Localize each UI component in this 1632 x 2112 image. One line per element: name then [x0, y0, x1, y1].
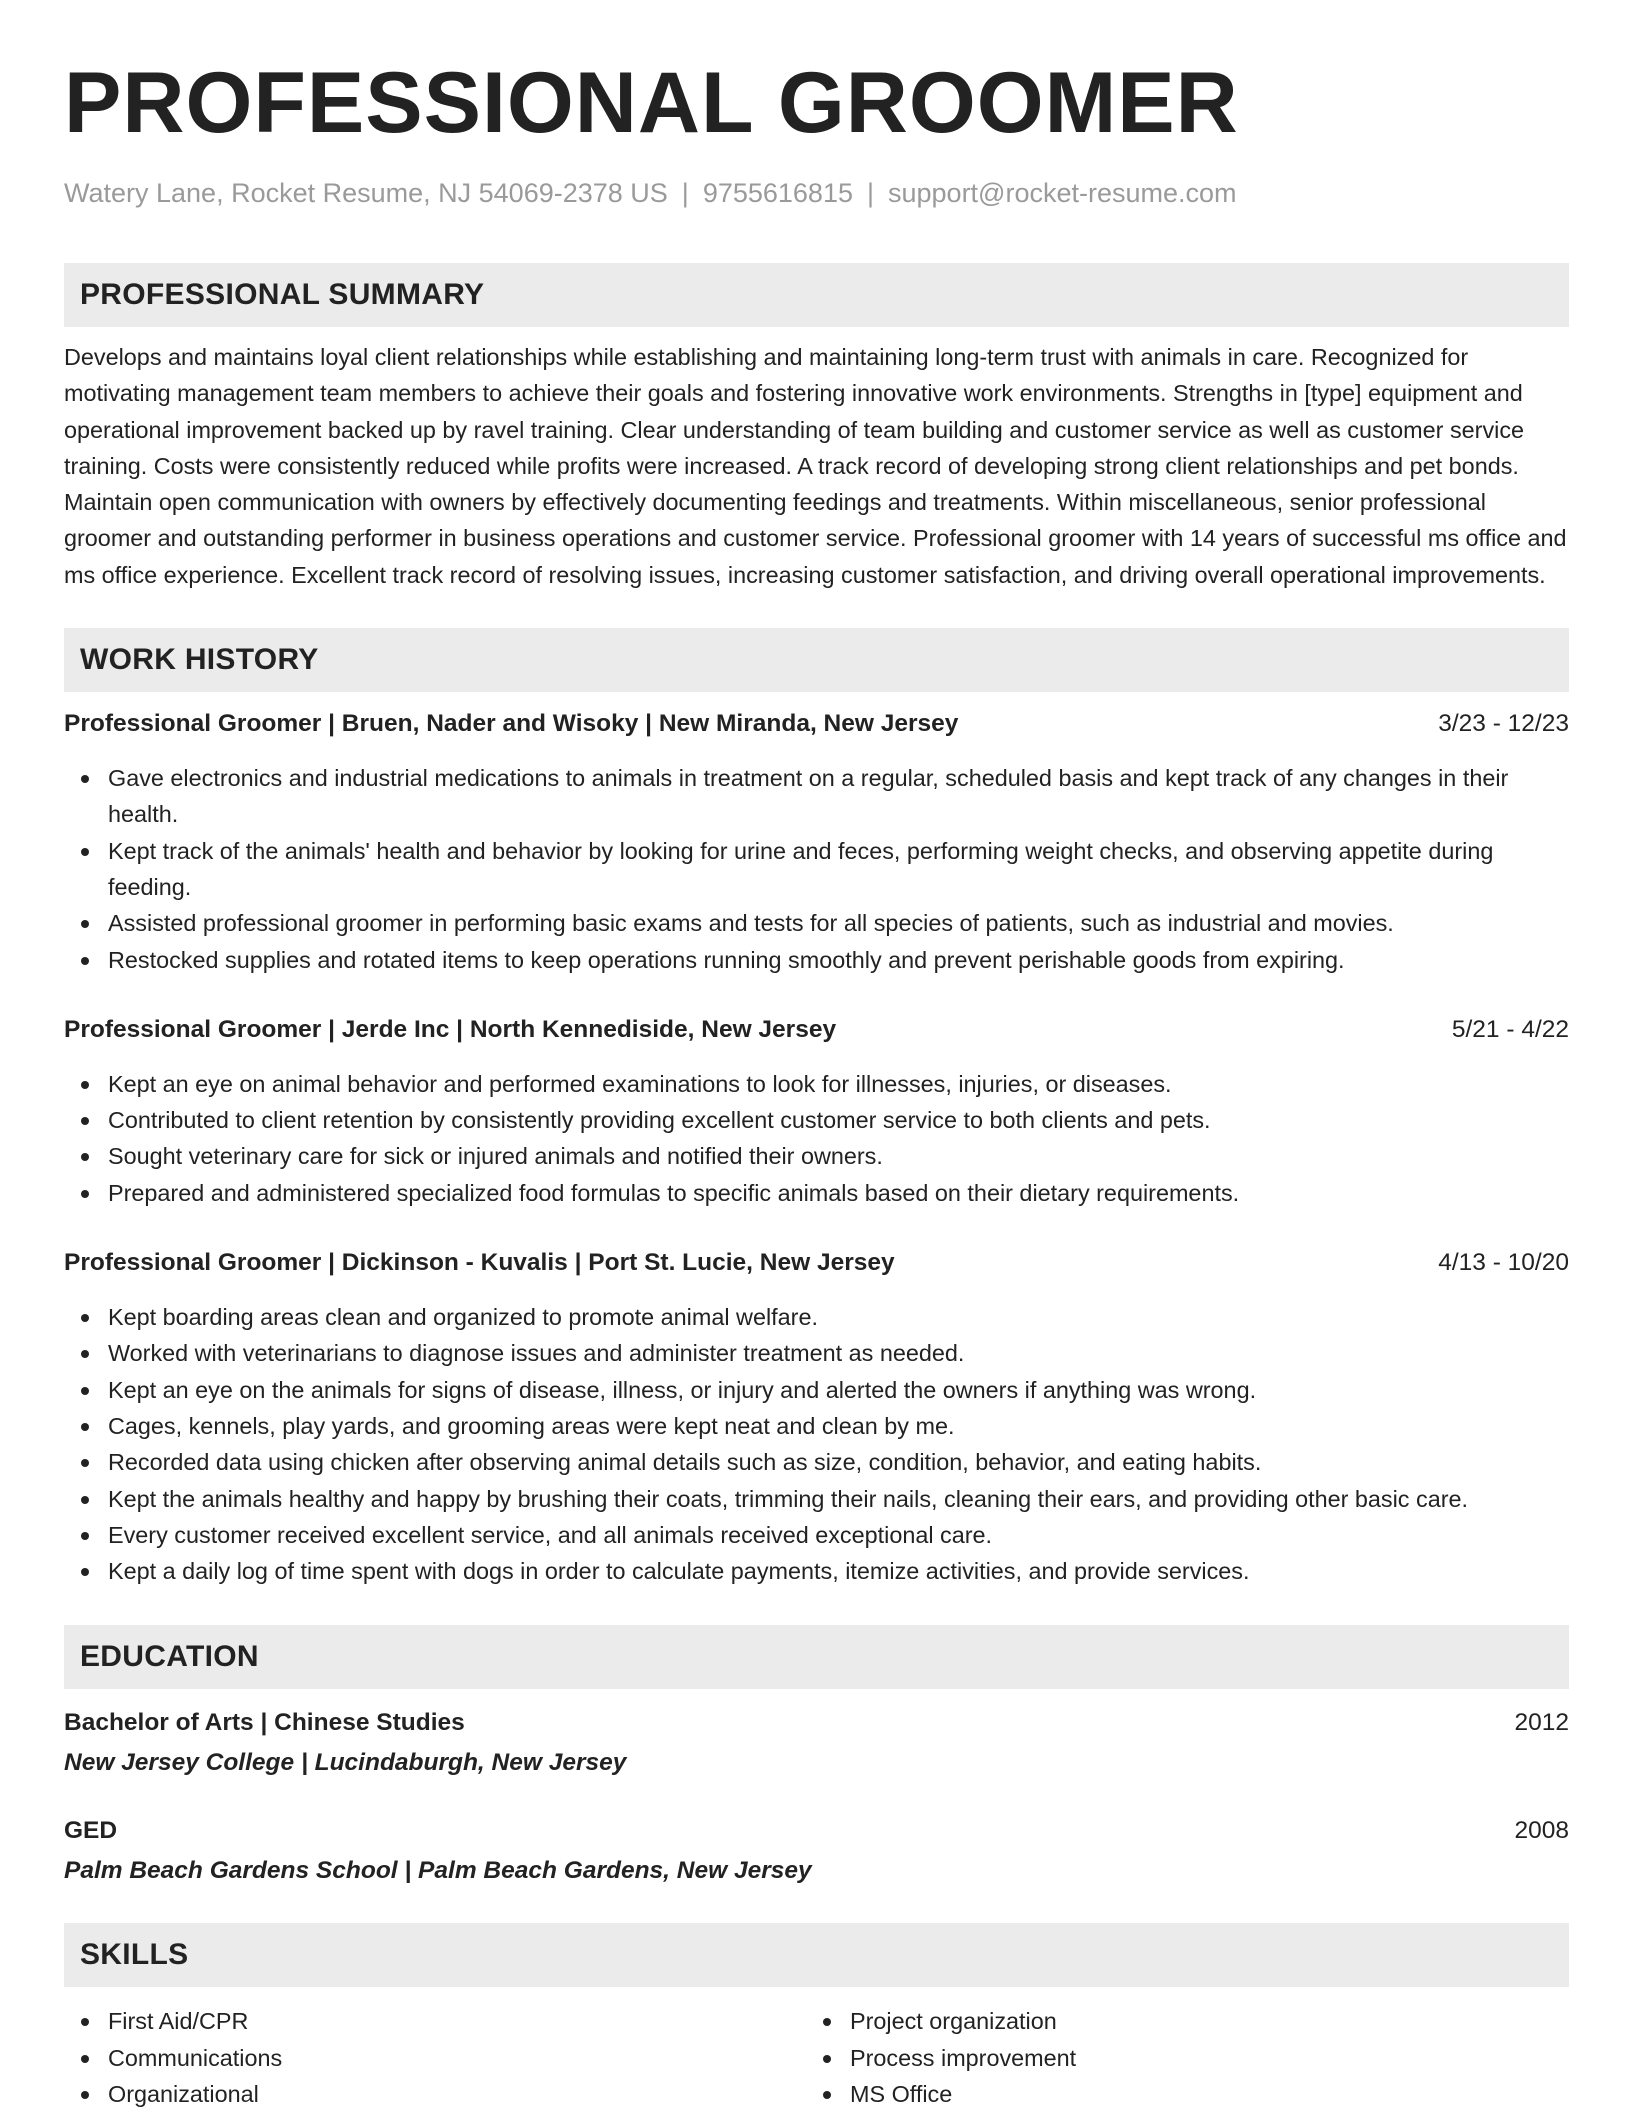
contact-email: support@rocket-resume.com: [888, 178, 1237, 208]
job-duties-list: [64, 1299, 1569, 1589]
skill-item: First Aid/CPR: [64, 2003, 806, 2039]
contact-line: [64, 176, 1569, 210]
job-duty: Cages, kennels, play yards, and grooming areas were kept neat and clean by me.: [64, 1408, 1569, 1444]
skills-list-left: [64, 2003, 806, 2112]
job-header: [64, 1247, 1569, 1279]
education-year: 2012: [1514, 1709, 1569, 1737]
job-title: Professional Groomer | Bruen, Nader and Wisoky | New Miranda, New Jersey: [64, 710, 959, 738]
job-entry: [64, 1247, 1569, 1589]
education-entry: [64, 1707, 1569, 1779]
resume-name: PROFESSIONAL GROOMER: [64, 55, 1239, 151]
job-dates: 4/13 - 10/20: [1438, 1249, 1569, 1277]
section-heading-skills: SKILLS: [64, 1923, 1569, 1987]
contact-separator: |: [681, 178, 689, 208]
job-entry: [64, 1014, 1569, 1211]
contact-address: Watery Lane, Rocket Resume, NJ 54069-2378 US: [64, 178, 668, 208]
education-degree: GED: [64, 1817, 118, 1845]
skill-item: Communications: [64, 2040, 806, 2076]
job-entry: [64, 708, 1569, 978]
job-duty: Assisted professional groomer in performing basic exams and tests for all species of patients, such as industrial and movies.: [64, 905, 1569, 941]
contact-phone: 9755616815: [702, 178, 853, 208]
education-year: 2008: [1514, 1817, 1569, 1845]
job-header: [64, 708, 1569, 740]
job-dates: 3/23 - 12/23: [1438, 710, 1569, 738]
education-school: New Jersey College | Lucindaburgh, New Jersey: [64, 1749, 627, 1777]
contact-separator: |: [866, 178, 874, 208]
job-duty: Kept a daily log of time spent with dogs in order to calculate payments, itemize activities, and provide services.: [64, 1553, 1569, 1589]
job-title: Professional Groomer | Jerde Inc | North Kennediside, New Jersey: [64, 1015, 837, 1043]
education-school: Palm Beach Gardens School | Palm Beach Gardens, New Jersey: [64, 1857, 812, 1885]
skill-item: Project organization: [806, 2003, 1548, 2039]
skills-list-right: [806, 2003, 1548, 2112]
skill-item: Organizational: [64, 2076, 806, 2112]
job-header: [64, 1014, 1569, 1046]
job-title: Professional Groomer | Dickinson - Kuvalis | Port St. Lucie, New Jersey: [64, 1249, 895, 1277]
job-duty: Kept the animals healthy and happy by brushing their coats, trimming their nails, cleaning their ears, and providing other basic care.: [64, 1481, 1569, 1517]
education-degree: Bachelor of Arts | Chinese Studies: [64, 1709, 465, 1737]
job-duties-list: [64, 760, 1569, 978]
job-duty: Kept boarding areas clean and organized to promote animal welfare.: [64, 1299, 1569, 1335]
job-duty: Restocked supplies and rotated items to keep operations running smoothly and prevent perishable goods from expiring.: [64, 942, 1569, 978]
skills-columns: [64, 2003, 1569, 2112]
job-duty: Kept track of the animals' health and behavior by looking for urine and feces, performing weight checks, and observing appetite during feeding.: [64, 833, 1569, 906]
skill-item: MS Office: [806, 2076, 1548, 2112]
job-dates: 5/21 - 4/22: [1451, 1015, 1569, 1043]
summary-text: Develops and maintains loyal client relationships while establishing and maintaining long-term trust with animals in care. Recognized for motivating management team members to achieve their goals and fostering innovative work environments. Strengths in [type] equipment and operational improvement backed up by ravel training. Clear understanding of team building and customer service as well as customer service training. Costs were consistently reduced while profits were increased. A track record of developing strong client relationships and pet bonds. Maintain open communication with owners by effectively documenting feedings and treatments. Within miscellaneous, senior professional groomer and outstanding performer in business operations and customer service. Professional groomer with 14 years of successful ms office and ms office experience. Excellent track record of resolving issues, increasing customer satisfaction, and driving overall operational improvements.: [64, 344, 1567, 588]
job-duty: Kept an eye on animal behavior and performed examinations to look for illnesses, injuries, or diseases.: [64, 1066, 1569, 1102]
job-duties-list: [64, 1066, 1569, 1211]
job-duty: Prepared and administered specialized food formulas to specific animals based on their dietary requirements.: [64, 1175, 1569, 1211]
section-heading-summary: PROFESSIONAL SUMMARY: [64, 263, 1569, 327]
job-duty: Worked with veterinarians to diagnose issues and administer treatment as needed.: [64, 1335, 1569, 1371]
job-duty: Kept an eye on the animals for signs of disease, illness, or injury and alerted the owners if anything was wrong.: [64, 1372, 1569, 1408]
education-header: [64, 1707, 1569, 1739]
section-heading-work-history: WORK HISTORY: [64, 628, 1569, 692]
job-duty: Recorded data using chicken after observing animal details such as size, condition, behavior, and eating habits.: [64, 1444, 1569, 1480]
job-duty: Sought veterinary care for sick or injured animals and notified their owners.: [64, 1138, 1569, 1174]
job-duty: Every customer received excellent service, and all animals received exceptional care.: [64, 1517, 1569, 1553]
education-entry: [64, 1815, 1569, 1887]
education-header: [64, 1815, 1569, 1847]
job-duty: Contributed to client retention by consistently providing excellent customer service to both clients and pets.: [64, 1102, 1569, 1138]
section-heading-education: EDUCATION: [64, 1625, 1569, 1689]
resume-page: [64, 0, 1569, 2112]
job-duty: Gave electronics and industrial medications to animals in treatment on a regular, scheduled basis and kept track of any changes in their health.: [64, 760, 1569, 833]
skill-item: Process improvement: [806, 2040, 1548, 2076]
